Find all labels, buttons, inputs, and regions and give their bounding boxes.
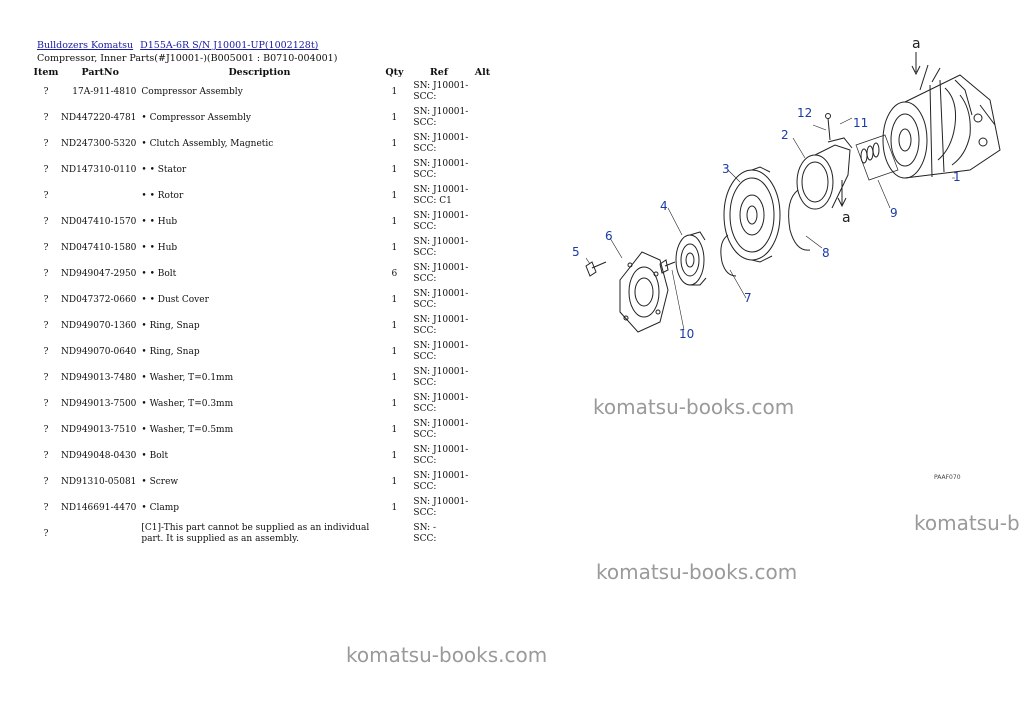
callout-3: 3 bbox=[722, 162, 730, 176]
description-cell: • • Hub bbox=[141, 217, 178, 227]
alt-cell bbox=[468, 313, 496, 339]
alt-cell bbox=[468, 183, 496, 209]
ref-scc: SCC: bbox=[413, 352, 437, 362]
ref-sn: SN: J10001- bbox=[413, 341, 469, 351]
partno-cell: ND949013-7480 bbox=[61, 373, 137, 383]
ref-cell bbox=[409, 417, 468, 443]
description-cell: • • Bolt bbox=[141, 269, 177, 279]
ref-scc: SCC: bbox=[413, 534, 437, 544]
partno-cell: ND146691-4470 bbox=[61, 503, 137, 513]
callout-6: 6 bbox=[605, 229, 613, 243]
partno-cell: ND949070-1360 bbox=[61, 321, 137, 331]
ref-cell bbox=[409, 287, 468, 313]
ref-cell bbox=[409, 521, 468, 547]
ref-cell bbox=[409, 157, 468, 183]
callout-8: 8 bbox=[822, 246, 830, 260]
alt-cell bbox=[468, 235, 496, 261]
description-cell: • Compressor Assembly bbox=[141, 113, 251, 123]
ref-sn: SN: J10001- bbox=[413, 393, 469, 403]
description-cell: • • Rotor bbox=[141, 191, 184, 201]
ref-cell bbox=[409, 391, 468, 417]
qty-cell: 1 bbox=[391, 87, 398, 97]
description-cell: • Clutch Assembly, Magnetic bbox=[141, 139, 274, 149]
ref-scc: SCC: bbox=[413, 222, 437, 232]
item-cell: ? bbox=[43, 243, 49, 253]
col-header-qty: Qty bbox=[385, 67, 404, 78]
item-cell: ? bbox=[43, 399, 49, 409]
col-header-ref: Ref bbox=[429, 67, 448, 78]
stator-part bbox=[797, 138, 852, 209]
callout-11: 11 bbox=[853, 116, 869, 130]
description-cell: • Clamp bbox=[141, 503, 180, 513]
alt-cell bbox=[468, 105, 496, 131]
partno-cell bbox=[61, 521, 139, 547]
qty-cell: 1 bbox=[391, 503, 398, 513]
ref-sn: SN: J10001- bbox=[413, 315, 469, 325]
view-marker-top: a bbox=[912, 36, 921, 52]
bolt-12-part bbox=[828, 118, 830, 140]
breadcrumb-link-model[interactable]: D155A-6R S/N J10001-UP(1002128t) bbox=[140, 40, 319, 51]
alt-cell bbox=[468, 287, 496, 313]
item-cell: ? bbox=[43, 425, 49, 435]
ref-sn: SN: J10001- bbox=[413, 263, 469, 273]
ref-cell bbox=[409, 313, 468, 339]
ref-cell bbox=[409, 79, 468, 105]
item-cell: ? bbox=[43, 477, 49, 487]
table-row bbox=[31, 365, 496, 391]
qty-cell: 1 bbox=[391, 191, 398, 201]
table-row bbox=[31, 183, 496, 209]
alt-cell bbox=[468, 157, 496, 183]
ref-sn: SN: J10001- bbox=[413, 471, 469, 481]
ref-scc: SCC: bbox=[413, 300, 437, 310]
partno-cell: ND949047-2950 bbox=[61, 269, 137, 279]
item-cell: ? bbox=[43, 269, 49, 279]
table-row bbox=[31, 235, 496, 261]
ref-sn: SN: J10001- bbox=[413, 237, 469, 247]
breadcrumb-link-category[interactable]: Bulldozers Komatsu bbox=[37, 40, 134, 51]
qty-cell: 1 bbox=[391, 399, 398, 409]
ref-scc: SCC: C1 bbox=[413, 196, 452, 206]
ref-cell bbox=[409, 183, 468, 209]
partno-cell: ND91310-05081 bbox=[61, 477, 137, 487]
qty-cell: 1 bbox=[391, 321, 398, 331]
table-row bbox=[31, 391, 496, 417]
table-row bbox=[31, 521, 496, 547]
ref-cell bbox=[409, 131, 468, 157]
watermark: komatsu-books.com bbox=[596, 560, 798, 584]
exploded-diagram bbox=[560, 30, 1024, 500]
callout-5: 5 bbox=[572, 245, 580, 259]
ref-scc: SCC: bbox=[413, 508, 437, 518]
qty-cell: 1 bbox=[391, 373, 398, 383]
item-cell: ? bbox=[43, 529, 49, 539]
table-row bbox=[31, 105, 496, 131]
alt-cell bbox=[468, 391, 496, 417]
snap-ring-7-part bbox=[721, 235, 736, 276]
partno-cell: ND047410-1580 bbox=[61, 243, 137, 253]
watermark: komatsu-books.com bbox=[346, 643, 548, 667]
qty-cell: 1 bbox=[391, 243, 398, 253]
rotor-part bbox=[724, 167, 780, 262]
partno-cell: ND047410-1570 bbox=[61, 217, 137, 227]
parts-table bbox=[31, 66, 496, 547]
description-cell: • Washer, T=0.3mm bbox=[141, 399, 234, 409]
ref-scc: SCC: bbox=[413, 248, 437, 258]
qty-cell: 6 bbox=[391, 269, 398, 279]
qty-cell: 1 bbox=[391, 113, 398, 123]
callout-2: 2 bbox=[781, 128, 789, 142]
qty-cell: 1 bbox=[391, 347, 398, 357]
ref-sn: SN: J10001- bbox=[413, 445, 469, 455]
item-cell: ? bbox=[43, 191, 49, 201]
table-row bbox=[31, 157, 496, 183]
qty-cell: 1 bbox=[391, 477, 398, 487]
ref-cell bbox=[409, 105, 468, 131]
ref-scc: SCC: bbox=[413, 274, 437, 284]
description-cell: • • Stator bbox=[141, 165, 187, 175]
item-cell: ? bbox=[43, 321, 49, 331]
col-header-alt: Alt bbox=[474, 67, 491, 78]
ref-sn: SN: J10001- bbox=[413, 133, 469, 143]
table-row bbox=[31, 417, 496, 443]
compressor-body-part bbox=[883, 65, 1000, 178]
callout-4: 4 bbox=[660, 199, 668, 213]
table-row bbox=[31, 131, 496, 157]
description-cell: • • Dust Cover bbox=[141, 295, 209, 305]
table-row bbox=[31, 495, 496, 521]
qty-cell: 1 bbox=[391, 451, 398, 461]
ref-scc: SCC: bbox=[413, 326, 437, 336]
watermark: komatsu-b bbox=[914, 511, 1020, 535]
qty-cell bbox=[379, 521, 409, 547]
description-cell: • Washer, T=0.1mm bbox=[141, 373, 234, 383]
ref-cell bbox=[409, 235, 468, 261]
alt-cell bbox=[468, 443, 496, 469]
item-cell: ? bbox=[43, 295, 49, 305]
alt-cell bbox=[468, 495, 496, 521]
table-row bbox=[31, 469, 496, 495]
ref-sn: SN: - bbox=[413, 523, 437, 533]
alt-cell bbox=[468, 417, 496, 443]
description-cell: • Ring, Snap bbox=[141, 347, 200, 357]
callout-9: 9 bbox=[890, 206, 898, 220]
item-cell: ? bbox=[43, 373, 49, 383]
alt-cell bbox=[468, 261, 496, 287]
ref-scc: SCC: bbox=[413, 378, 437, 388]
ref-cell bbox=[409, 339, 468, 365]
table-row bbox=[31, 313, 496, 339]
item-cell: ? bbox=[43, 87, 49, 97]
ref-cell bbox=[409, 261, 468, 287]
alt-cell bbox=[468, 365, 496, 391]
ref-sn: SN: J10001- bbox=[413, 289, 469, 299]
ref-sn: SN: J10001- bbox=[413, 81, 469, 91]
alt-cell bbox=[468, 209, 496, 235]
qty-cell: 1 bbox=[391, 139, 398, 149]
qty-cell: 1 bbox=[391, 295, 398, 305]
breadcrumb bbox=[37, 40, 322, 51]
table-row bbox=[31, 443, 496, 469]
partno-cell: ND047372-0660 bbox=[61, 295, 137, 305]
ref-scc: SCC: bbox=[413, 144, 437, 154]
description-cell: • Washer, T=0.5mm bbox=[141, 425, 234, 435]
ref-cell bbox=[409, 209, 468, 235]
partno-cell: ND949070-0640 bbox=[61, 347, 137, 357]
ref-cell bbox=[409, 365, 468, 391]
col-header-partno: PartNo bbox=[81, 67, 119, 78]
alt-cell bbox=[468, 521, 496, 547]
hub-part bbox=[676, 232, 706, 285]
ref-scc: SCC: bbox=[413, 92, 437, 102]
diagram-code: PAAF070 bbox=[934, 474, 961, 481]
table-header-row bbox=[31, 66, 496, 79]
ref-cell bbox=[409, 469, 468, 495]
item-cell: ? bbox=[43, 113, 49, 123]
washer-stack-part bbox=[856, 135, 898, 180]
parts-table-body bbox=[31, 79, 496, 547]
description-cell: • Screw bbox=[141, 477, 179, 487]
partno-cell bbox=[61, 183, 139, 209]
ref-scc: SCC: bbox=[413, 404, 437, 414]
ref-sn: SN: J10001- bbox=[413, 159, 469, 169]
description-cell: Compressor Assembly bbox=[141, 87, 243, 97]
ref-scc: SCC: bbox=[413, 430, 437, 440]
partno-cell: ND447220-4781 bbox=[61, 113, 137, 123]
ref-sn: SN: J10001- bbox=[413, 211, 469, 221]
item-cell: ? bbox=[43, 503, 49, 513]
ref-sn: SN: J10001- bbox=[413, 497, 469, 507]
description-cell: • Bolt bbox=[141, 451, 169, 461]
ref-scc: SCC: bbox=[413, 170, 437, 180]
snap-ring-8-part bbox=[789, 190, 810, 250]
partno-cell: ND247300-5320 bbox=[61, 139, 137, 149]
item-cell: ? bbox=[43, 451, 49, 461]
partno-cell: ND949013-7500 bbox=[61, 399, 137, 409]
ref-sn: SN: J10001- bbox=[413, 367, 469, 377]
col-header-item: Item bbox=[33, 67, 59, 78]
ref-sn: SN: J10001- bbox=[413, 185, 469, 195]
alt-cell bbox=[468, 339, 496, 365]
item-cell: ? bbox=[43, 165, 49, 175]
description-cell: [C1]-This part cannot be supplied as an individual part. It is supplied as an assembly. bbox=[141, 523, 370, 544]
item-cell: ? bbox=[43, 347, 49, 357]
qty-cell: 1 bbox=[391, 217, 398, 227]
partno-cell: ND949048-0430 bbox=[61, 451, 137, 461]
callout-1: 1 bbox=[953, 170, 961, 184]
table-row bbox=[31, 79, 496, 105]
qty-cell: 1 bbox=[391, 425, 398, 435]
callout-10: 10 bbox=[679, 327, 695, 341]
table-row bbox=[31, 339, 496, 365]
page-title: Compressor, Inner Parts(#J10001-)(B005001 : B0710-004001) bbox=[37, 53, 338, 64]
description-cell: • • Hub bbox=[141, 243, 178, 253]
view-marker-mid: a bbox=[842, 210, 851, 226]
table-row bbox=[31, 287, 496, 313]
partno-cell: ND147310-0110 bbox=[61, 165, 137, 175]
alt-cell bbox=[468, 131, 496, 157]
ref-sn: SN: J10001- bbox=[413, 419, 469, 429]
callout-7: 7 bbox=[744, 291, 752, 305]
watermark: komatsu-books.com bbox=[593, 395, 795, 419]
partno-cell: 17A-911-4810 bbox=[72, 87, 137, 97]
item-cell: ? bbox=[43, 139, 49, 149]
item-cell: ? bbox=[43, 217, 49, 227]
col-header-description: Description bbox=[228, 67, 291, 78]
ref-cell bbox=[409, 443, 468, 469]
callout-12: 12 bbox=[797, 106, 813, 120]
ref-cell bbox=[409, 495, 468, 521]
ref-scc: SCC: bbox=[413, 118, 437, 128]
ref-scc: SCC: bbox=[413, 456, 437, 466]
description-cell: • Ring, Snap bbox=[141, 321, 200, 331]
ref-scc: SCC: bbox=[413, 482, 437, 492]
table-row bbox=[31, 261, 496, 287]
alt-cell bbox=[468, 469, 496, 495]
ref-sn: SN: J10001- bbox=[413, 107, 469, 117]
alt-cell bbox=[468, 79, 496, 105]
partno-cell: ND949013-7510 bbox=[61, 425, 137, 435]
table-row bbox=[31, 209, 496, 235]
qty-cell: 1 bbox=[391, 165, 398, 175]
